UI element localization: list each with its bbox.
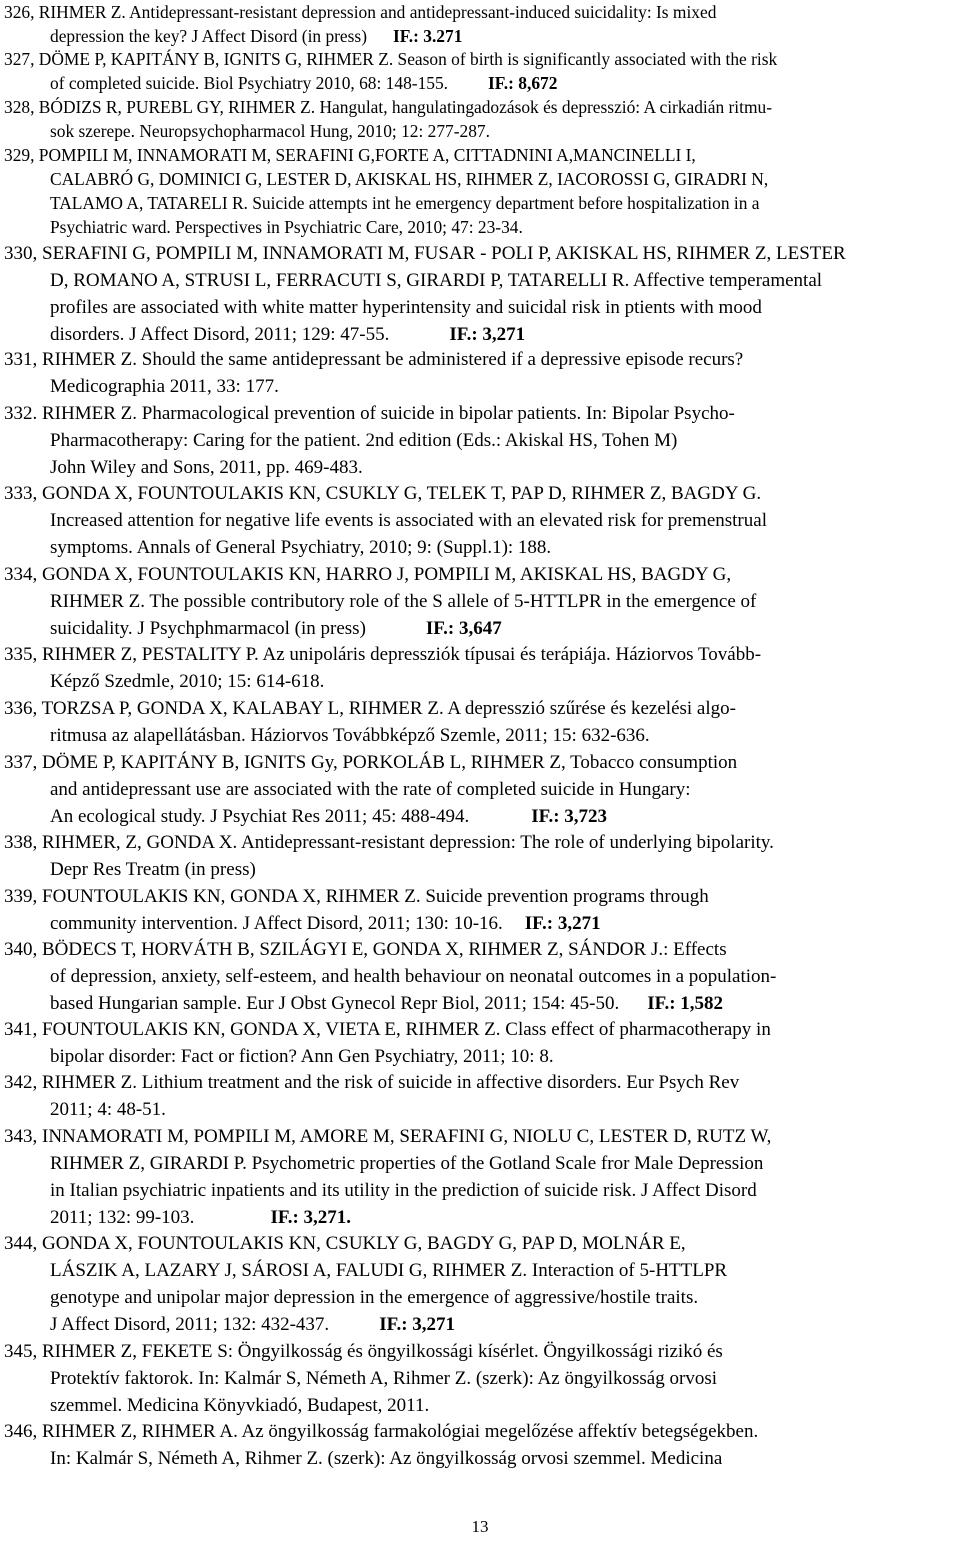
impact-factor: IF.: 3,647 [425,618,502,639]
reference-line [4,615,956,642]
reference-335 [4,641,956,695]
reference-line [4,71,956,95]
reference-line: 343, INNAMORATI M, POMPILI M, AMORE M, SERAFINI G, NIOLU C, LESTER D, RUTZ W, [4,1126,772,1147]
reference-337 [4,749,956,830]
reference-line: Képző Szedmle, 2010; 15: 614-618. [50,671,325,692]
reference-line [4,990,956,1017]
reference-line: 330, SERAFINI G, POMPILI M, INNAMORATI M, FUSAR - POLI P, AKISKAL HS, RIHMER Z, LESTER [4,243,846,264]
reference-text: of completed suicide. Biol Psychiatry 2010, 68: 148-155. [50,73,448,93]
reference-line: LÁSZIK A, LAZARY J, SÁROSI A, FALUDI G, RIHMER Z. Interaction of 5-HTTLPR [50,1260,728,1281]
reference-line: 346, RIHMER Z, RIHMER A. Az öngyilkosság farmakológiai megelőzése affektív betegségekben. [4,1421,759,1442]
reference-line [4,321,956,348]
reference-text: disorders. J Affect Disord, 2011; 129: 47-55. [50,324,390,345]
reference-line: Psychiatric ward. Perspectives in Psychiatric Care, 2010; 47: 23-34. [50,217,523,237]
reference-line: 335, RIHMER Z, PESTALITY P. Az unipoláris depressziók típusai és terápiája. Háziorvos Tovább- [4,644,762,665]
reference-326 [4,0,956,48]
reference-line: 336, TORZSA P, GONDA X, KALABAY L, RIHMER Z. A depresszió szűrése és kezelési algo- [4,698,736,719]
reference-text: based Hungarian sample. Eur J Obst Gynecol Repr Biol, 2011; 154: 45-50. [50,993,620,1014]
reference-line [4,1311,956,1338]
reference-line: szemmel. Medicina Könyvkiadó, Budapest, 2011. [50,1395,430,1416]
impact-factor: IF.: 8,672 [488,73,558,93]
reference-line [4,1204,956,1231]
reference-line: 326, RIHMER Z. Antidepressant-resistant depression and antidepressant-induced suicidality: Is mixed [4,2,717,22]
reference-line: 329, POMPILI M, INNAMORATI M, SERAFINI G,FORTE A, CITTADNINI A,MANCINELLI I, [4,145,696,165]
reference-329 [4,143,956,239]
reference-342 [4,1069,956,1123]
impact-factor: IF.: 3,271 [379,1314,456,1335]
reference-328 [4,95,956,143]
reference-341 [4,1016,956,1070]
reference-line: 332. RIHMER Z. Pharmacological prevention of suicide in bipolar patients. In: Bipolar Psycho- [4,403,735,424]
reference-line: 334, GONDA X, FOUNTOULAKIS KN, HARRO J, POMPILI M, AKISKAL HS, BAGDY G, [4,564,732,585]
reference-line: 333, GONDA X, FOUNTOULAKIS KN, CSUKLY G, TELEK T, PAP D, RIHMER Z, BAGDY G. [4,483,762,504]
impact-factor: IF.: 3,723 [531,806,608,827]
reference-327 [4,47,956,95]
reference-334 [4,561,956,642]
reference-line: 342, RIHMER Z. Lithium treatment and the risk of suicide in affective disorders. Eur Psych Rev [4,1072,740,1093]
page-number: 13 [471,1517,489,1536]
reference-line: genotype and unipolar major depression in the emergence of aggressive/hostile traits. [50,1287,699,1308]
reference-330 [4,240,956,348]
reference-line: ritmusa az alapellátásban. Háziorvos Továbbképző Szemle, 2011; 15: 632-636. [50,725,650,746]
reference-338 [4,829,956,883]
reference-339 [4,883,956,937]
reference-line: 341, FOUNTOULAKIS KN, GONDA X, VIETA E, RIHMER Z. Class effect of pharmacotherapy in [4,1019,771,1040]
reference-line: 337, DÖME P, KAPITÁNY B, IGNITS Gy, PORKOLÁB L, RIHMER Z, Tobacco consumption [4,752,738,773]
reference-text: J Affect Disord, 2011; 132: 432-437. [50,1314,330,1335]
reference-331 [4,346,956,400]
reference-text: depression the key? J Affect Disord (in press) [50,26,367,46]
reference-line: 327, DÖME P, KAPITÁNY B, IGNITS G, RIHMER Z. Season of birth is significantly associated with the risk [4,49,778,69]
reference-line: sok szerepe. Neuropsychopharmacol Hung, 2010; 12: 277-287. [50,121,490,141]
reference-line: profiles are associated with white matter hyperintensity and suicidal risk in ptients with mood [50,297,762,318]
reference-line: symptoms. Annals of General Psychiatry, 2010; 9: (Suppl.1): 188. [50,537,552,558]
impact-factor: IF.: 3,271 [449,324,526,345]
reference-336 [4,695,956,749]
reference-text: suicidality. J Psychphmarmacol (in press) [50,618,366,639]
reference-343 [4,1123,956,1231]
reference-line: 340, BÖDECS T, HORVÁTH B, SZILÁGYI E, GONDA X, RIHMER Z, SÁNDOR J.: Effects [4,939,727,960]
reference-line: RIHMER Z. The possible contributory role of the S allele of 5-HTTLPR in the emergence of [50,591,757,612]
impact-factor: IF.: 3,271. [270,1207,352,1228]
reference-line: Increased attention for negative life events is associated with an elevated risk for premenstrual [50,510,767,531]
reference-line: Depr Res Treatm (in press) [50,859,256,880]
reference-line: In: Kalmár S, Németh A, Rihmer Z. (szerk): Az öngyilkosság orvosi szemmel. Medicina [50,1448,723,1469]
impact-factor: IF.: 3.271 [392,26,463,46]
reference-text: An ecological study. J Psychiat Res 2011; 45: 488-494. [50,806,470,827]
impact-factor: IF.: 3,271 [524,913,601,934]
reference-345 [4,1338,956,1419]
reference-text: community intervention. J Affect Disord, 2011; 130: 10-16. [50,913,503,934]
reference-line: in Italian psychiatric inpatients and its utility in the prediction of suicide risk. J Affect Disord [50,1180,757,1201]
reference-346 [4,1418,956,1472]
reference-line: 345, RIHMER Z, FEKETE S: Öngyilkosság és öngyilkossági kísérlet. Öngyilkossági rizikó és [4,1341,723,1362]
reference-line: of depression, anxiety, self-esteem, and health behaviour on neonatal outcomes in a population- [50,966,777,987]
reference-line [4,910,956,937]
reference-line: CALABRÓ G, DOMINICI G, LESTER D, AKISKAL HS, RIHMER Z, IACOROSSI G, GIRADRI N, [50,169,769,189]
reference-line: RIHMER Z, GIRARDI P. Psychometric properties of the Gotland Scale fror Male Depression [50,1153,764,1174]
reference-344 [4,1230,956,1338]
reference-line: TALAMO A, TATARELI R. Suicide attempts int he emergency department before hospitalization in a [50,193,760,213]
reference-line: 331, RIHMER Z. Should the same antidepressant be administered if a depressive episode recurs? [4,349,744,370]
reference-line: 339, FOUNTOULAKIS KN, GONDA X, RIHMER Z. Suicide prevention programs through [4,886,709,907]
reference-line [4,803,956,830]
reference-332 [4,400,956,481]
impact-factor: IF.: 1,582 [647,993,724,1014]
reference-line: Pharmacotherapy: Caring for the patient. 2nd edition (Eds.: Akiskal HS, Tohen M) [50,430,678,451]
reference-line: Medicographia 2011, 33: 177. [50,376,279,397]
reference-line [4,24,956,48]
reference-line: Protektív faktorok. In: Kalmár S, Németh A, Rihmer Z. (szerk): Az öngyilkosság orvosi [50,1368,717,1389]
reference-line: 2011; 4: 48-51. [50,1099,166,1120]
reference-333 [4,480,956,561]
reference-text: 2011; 132: 99-103. [50,1207,195,1228]
reference-line: D, ROMANO A, STRUSI L, FERRACUTI S, GIRARDI P, TATARELLI R. Affective temperamental [50,270,823,291]
reference-line: bipolar disorder: Fact or fiction? Ann Gen Psychiatry, 2011; 10: 8. [50,1046,554,1067]
reference-line: 338, RIHMER, Z, GONDA X. Antidepressant-resistant depression: The role of underlying bipolarity. [4,832,774,853]
reference-line: 344, GONDA X, FOUNTOULAKIS KN, CSUKLY G, BAGDY G, PAP D, MOLNÁR E, [4,1233,686,1254]
reference-line: John Wiley and Sons, 2011, pp. 469-483. [50,457,363,478]
reference-line: and antidepressant use are associated with the rate of completed suicide in Hungary: [50,779,691,800]
reference-340 [4,936,956,1017]
reference-line: 328, BÓDIZS R, PUREBL GY, RIHMER Z. Hangulat, hangulatingadozások és depresszió: A cirkadián ritmu- [4,97,772,117]
